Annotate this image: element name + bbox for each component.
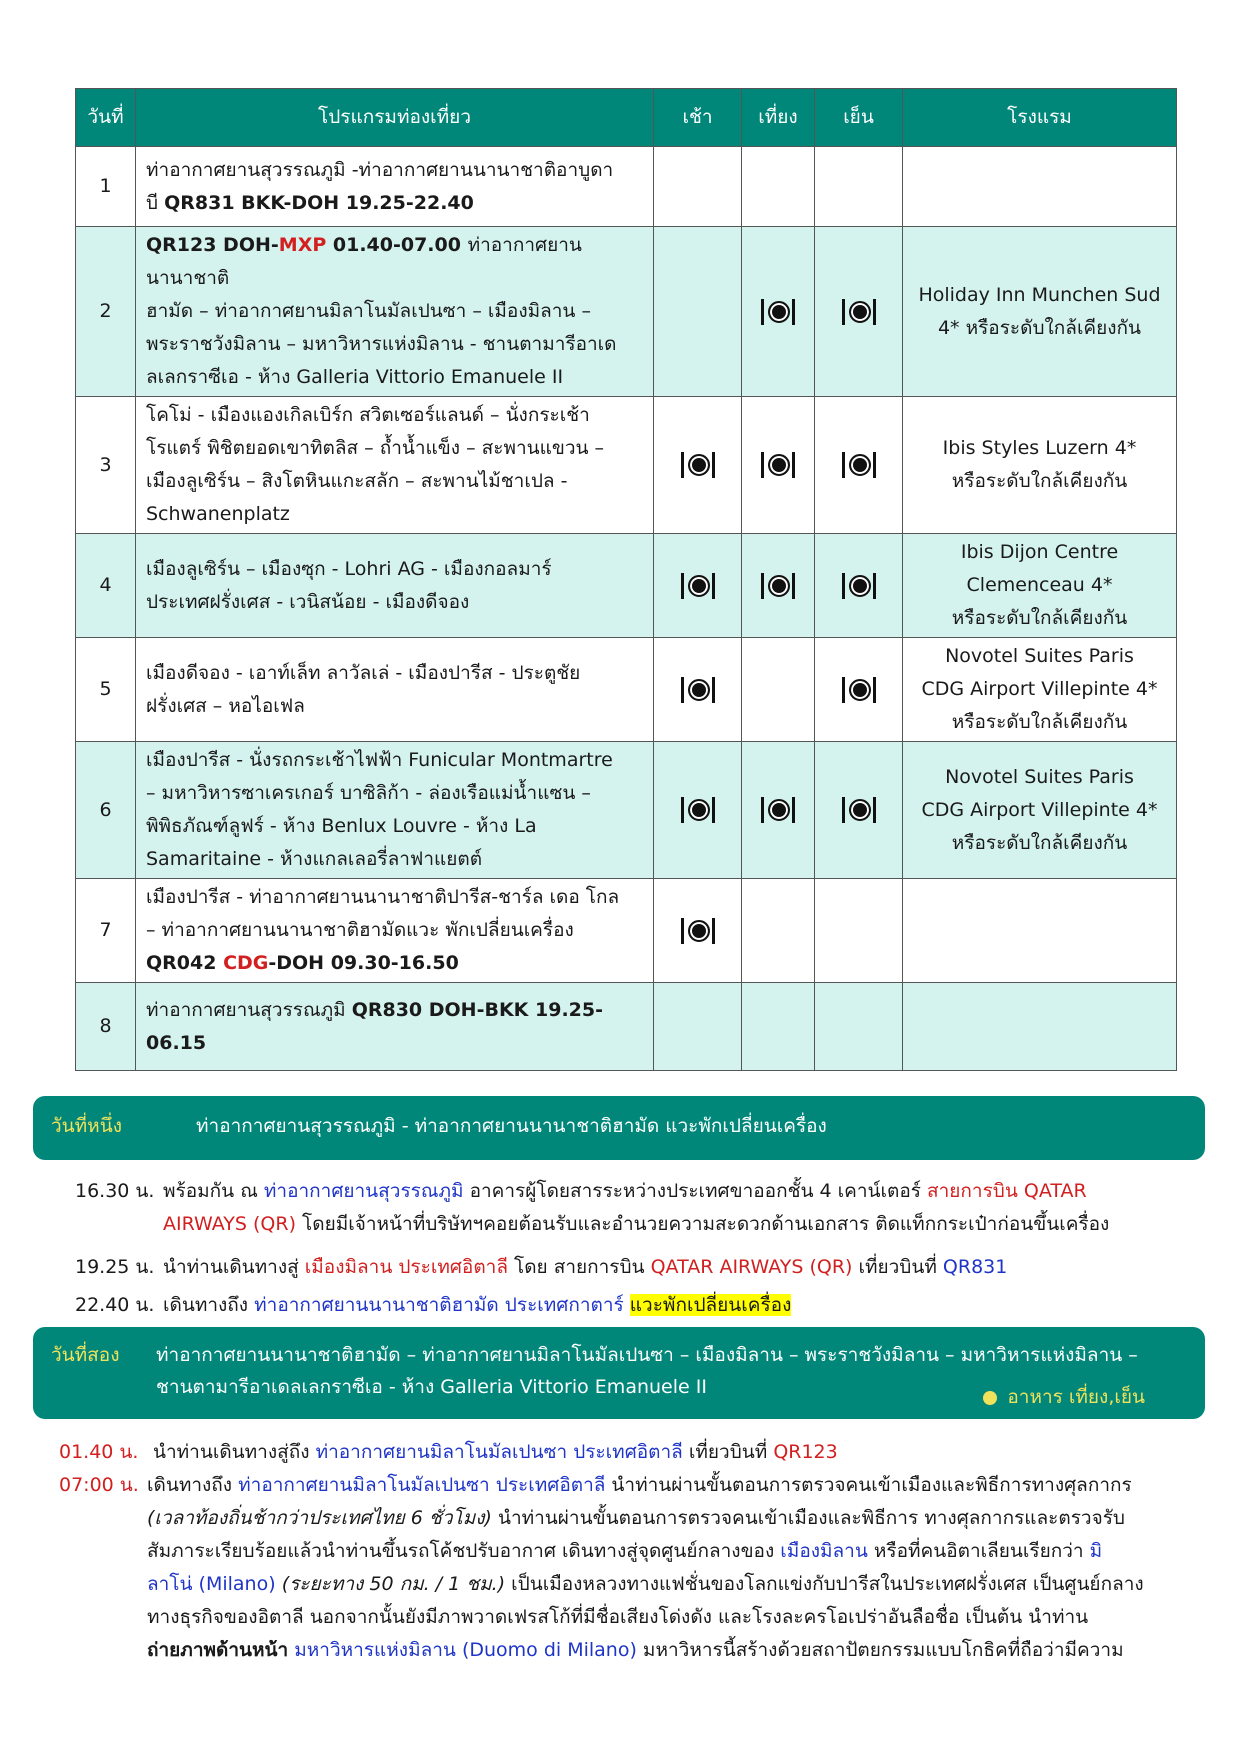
- program-line: [146, 1027, 643, 1060]
- program-line: [146, 361, 643, 394]
- day-number: 4: [76, 534, 136, 638]
- meal-breakfast: [654, 638, 742, 742]
- day2-title-line1: ท่าอากาศยานนานาชาติฮามัด – ท่าอากาศยานมิลาโนมัลเปนซา – เมืองมิลาน – พระราชวังมิลาน – มหาวิหารแห่งมิลาน –: [156, 1344, 1138, 1366]
- place-link: มิ: [1089, 1540, 1103, 1562]
- program-text: -DOH 09.30-16.50: [268, 952, 459, 974]
- program-text: โรแตร์ พิชิตยอดเขาทิตลิส – ถ้ำน้ำแข็ง – สะพานแขวน –: [146, 437, 605, 459]
- program-text: ประเทศฝรั่งเศส - เวนิสน้อย - เมืองดีจอง: [146, 590, 470, 613]
- hotel-cell: [903, 534, 1177, 638]
- meal-plate-icon: [758, 298, 798, 326]
- schedule-time: 19.25 น.: [75, 1256, 155, 1278]
- table-row: [76, 879, 1177, 983]
- meal-plate-icon: [758, 572, 798, 600]
- flight-info: QR830 DOH-BKK 19.25-: [351, 998, 603, 1021]
- header-dinner: เย็น: [815, 89, 903, 147]
- meal-dinner: [815, 638, 903, 742]
- program-line: [146, 690, 643, 723]
- meal-breakfast: [654, 879, 742, 983]
- program-cell: [136, 534, 654, 638]
- meal-plate-icon: [678, 676, 718, 704]
- hotel-line: Holiday Inn Munchen Sud: [918, 283, 1161, 306]
- header-day: วันที่: [76, 89, 136, 147]
- meal-plate-icon: [839, 298, 879, 326]
- program-text: เมืองปารีส - ท่าอากาศยานนานาชาติปารีส-ชาร์ล เดอ โกล: [146, 886, 620, 908]
- hotel-line: Ibis Dijon Centre: [960, 541, 1119, 563]
- program-text: – ท่าอากาศยานนานาชาติฮามัดแวะ พักเปลี่ยนเครื่อง: [146, 919, 574, 941]
- para-text: มหาวิหารนี้สร้างด้วยสถาปัตยกรรมแบบโกธิคที่ถือว่ามีความ: [636, 1639, 1124, 1661]
- program-text: QR123 DOH-: [146, 234, 279, 256]
- program-text: – มหาวิหารซาเครเกอร์ บาซิลิก้า - ล่องเรือแม่น้ำแซน –: [146, 782, 591, 804]
- program-text: 01.40-07.00: [326, 234, 468, 256]
- program-line: [146, 432, 643, 465]
- meal-plate-icon: [839, 572, 879, 600]
- meal-dinner: [815, 983, 903, 1071]
- place-link: ลาโน่ (Milano): [147, 1573, 276, 1595]
- meal-lunch: [742, 983, 815, 1071]
- meal-plate-icon: [678, 451, 718, 479]
- meal-dinner: [815, 147, 903, 227]
- program-text: QR042: [146, 952, 224, 974]
- program-text: เมืองลูเซิร์น – สิงโตหินแกะสลัก – สะพานไม้ชาเปล -: [146, 470, 568, 492]
- meal-dinner: [815, 534, 903, 638]
- program-line: [146, 586, 643, 619]
- program-text: ฮามัด – ท่าอากาศยานมิลาโนมัลเปนซา – เมืองมิลาน –: [146, 300, 591, 322]
- hotel-cell: [903, 742, 1177, 879]
- day2-schedule: [59, 1436, 1179, 1676]
- flight-info: QR831 BKK-DOH 19.25-22.40: [164, 191, 474, 214]
- program-cell: [136, 227, 654, 397]
- place-link: ท่าอากาศยานมิลาโนมัลเปนซา ประเทศอิตาลี: [315, 1441, 683, 1463]
- meal-lunch: [742, 534, 815, 638]
- schedule-text: นำท่านเดินทางสู่ถึง: [153, 1441, 316, 1463]
- day2-label: วันที่สอง: [51, 1344, 120, 1366]
- meal-plate-icon: [678, 917, 718, 945]
- hotel-cell: [903, 227, 1177, 397]
- program-cell: [136, 397, 654, 534]
- airport-code: CDG: [223, 952, 269, 974]
- hotel-cell: [903, 983, 1177, 1071]
- table-row: [76, 147, 1177, 227]
- program-line: [146, 843, 643, 876]
- day1-banner: [33, 1096, 1205, 1160]
- program-line: [146, 777, 643, 810]
- day2-title-line2: ชานตามารีอาเดลเลกราซีเอ - ห้าง Galleria Vittorio Emanuele II: [156, 1376, 707, 1398]
- program-line: [146, 295, 643, 328]
- program-cell: [136, 983, 654, 1071]
- program-text: พิพิธภัณฑ์ลูฟร์ - ห้าง Benlux Louvre - ห้าง La: [146, 815, 537, 837]
- place-link: เมืองมิลาน: [780, 1540, 868, 1562]
- table-header-row: [76, 89, 1177, 147]
- header-lunch: เที่ยง: [742, 89, 815, 147]
- day1-schedule: [75, 1175, 1175, 1316]
- para-text: สัมภาระเรียบร้อยแล้วนำท่านขึ้นรถโค้ชปรับอากาศ เดินทางสู่จุดศูนย์กลางของ: [147, 1540, 781, 1562]
- header-program: โปรแกรมท่องเที่ยว: [136, 89, 654, 147]
- hotel-line: หรือระดับใกล้เคียงกัน: [951, 470, 1128, 492]
- day-number: 5: [76, 638, 136, 742]
- program-text: เมืองปารีส - นั่งรถกระเช้าไฟฟ้า Funicular Montmartre: [146, 749, 613, 771]
- hotel-line: หรือระดับใกล้เคียงกัน: [951, 607, 1128, 629]
- program-line: [146, 657, 643, 690]
- para-text: นำท่านผ่านขั้นตอนการตรวจคนเข้าเมืองและพิธีการ ทางศุลกากรและตรวจรับ: [491, 1507, 1125, 1529]
- meal-dinner: [815, 879, 903, 983]
- place-link: ท่าอากาศยานนานาชาติฮามัด ประเทศกาตาร์: [254, 1294, 624, 1316]
- distance-note: (ระยะทาง 50 กม. / 1 ชม.): [281, 1573, 506, 1595]
- day-number: 3: [76, 397, 136, 534]
- table-row: [76, 227, 1177, 397]
- hotel-line: หรือระดับใกล้เคียงกัน: [951, 711, 1128, 733]
- schedule-text: เดินทางถึง: [163, 1294, 255, 1316]
- program-line: [146, 328, 643, 361]
- meal-plate-icon: [678, 572, 718, 600]
- program-text: 06.15: [146, 1031, 207, 1054]
- hotel-line: 4* หรือระดับใกล้เคียงกัน: [937, 316, 1142, 339]
- program-line: [146, 498, 643, 531]
- schedule-time: 16.30 น.: [75, 1180, 155, 1202]
- hotel-line: Ibis Styles Luzern 4*: [942, 437, 1137, 459]
- program-line: [146, 947, 643, 980]
- program-line: [146, 187, 643, 220]
- program-cell: [136, 147, 654, 227]
- schedule-text: อาคารผู้โดยสารระหว่างประเทศขาออกชั้น 4 เคาน์เตอร์: [463, 1180, 927, 1202]
- meal-lunch: [742, 397, 815, 534]
- meal-breakfast: [654, 983, 742, 1071]
- airport-code: MXP: [278, 234, 327, 256]
- hotel-cell: [903, 397, 1177, 534]
- table-row: [76, 983, 1177, 1071]
- place-link: มหาวิหารแห่งมิลาน (Duomo di Milano): [294, 1639, 637, 1661]
- meal-lunch: [742, 879, 815, 983]
- schedule-text: โดยมีเจ้าหน้าที่บริษัทฯคอยต้อนรับและอำนวยความสะดวกด้านเอกสาร ติดแท็กกระเป๋าก่อนขึ้นเครื่อง: [296, 1213, 1110, 1235]
- day-number: 8: [76, 983, 136, 1071]
- meal-plate-icon: [839, 451, 879, 479]
- program-cell: [136, 638, 654, 742]
- hotel-line: Novotel Suites Paris: [945, 645, 1134, 667]
- program-text: Samaritaine - ห้างแกลเลอรี่ลาฟาแยตต์: [146, 848, 483, 870]
- schedule-text: โดย สายการบิน: [507, 1256, 651, 1278]
- day-number: 7: [76, 879, 136, 983]
- program-text: เมืองดีจอง - เอาท์เล็ท ลาวัลเล่ - เมืองปารีส - ประตูชัย: [146, 661, 581, 684]
- program-line: [146, 229, 643, 295]
- meal-lunch: [742, 227, 815, 397]
- photo-stop: ถ่ายภาพด้านหน้า: [147, 1639, 289, 1661]
- program-cell: [136, 879, 654, 983]
- schedule-text: นำท่านเดินทางสู่: [163, 1256, 305, 1278]
- program-line: [146, 881, 643, 914]
- schedule-time: 07:00 น.: [59, 1474, 139, 1496]
- table-row: [76, 638, 1177, 742]
- place-link: ท่าอากาศยานมิลาโนมัลเปนซา ประเทศอิตาลี: [238, 1474, 606, 1496]
- table-row: [76, 534, 1177, 638]
- meal-plate-icon: [758, 796, 798, 824]
- program-text: Schwanenplatz: [146, 503, 290, 525]
- place-link: ท่าอากาศยานสุวรรณภูมิ: [263, 1180, 464, 1202]
- meal-plate-icon: [839, 796, 879, 824]
- time-note: (เวลาท้องถิ่นช้ากว่าประเทศไทย 6 ชั่วโมง): [147, 1507, 492, 1529]
- meal-lunch: [742, 742, 815, 879]
- flight-number: QR831: [942, 1256, 1008, 1278]
- day2-banner: [33, 1327, 1205, 1419]
- meal-dinner: [815, 227, 903, 397]
- flight-number: QR123: [773, 1441, 838, 1463]
- program-line: [146, 465, 643, 498]
- schedule-time: 01.40 น.: [59, 1441, 139, 1463]
- program-line: [146, 154, 643, 187]
- airline-name: สายการบิน QATAR: [927, 1180, 1087, 1202]
- meal-icon: [983, 1391, 997, 1405]
- header-hotel: โรงแรม: [903, 89, 1177, 147]
- program-text: บี: [146, 191, 165, 214]
- program-cell: [136, 742, 654, 879]
- table-row: [76, 397, 1177, 534]
- meal-breakfast: [654, 742, 742, 879]
- meal-dinner: [815, 397, 903, 534]
- program-line: [146, 914, 643, 947]
- hotel-cell: [903, 638, 1177, 742]
- meal-breakfast: [654, 534, 742, 638]
- meal-plate-icon: [678, 796, 718, 824]
- schedule-text: [624, 1294, 630, 1316]
- itinerary-table: [75, 88, 1177, 1071]
- meal-breakfast: [654, 147, 742, 227]
- meal-plate-icon: [839, 676, 879, 704]
- program-line: [146, 744, 643, 777]
- transit-highlight: แวะพักเปลี่ยนเครื่อง: [629, 1294, 792, 1316]
- meal-dinner: [815, 742, 903, 879]
- destination: เมืองมิลาน ประเทศอิตาลี: [304, 1256, 508, 1278]
- hotel-line: CDG Airport Villepinte 4*: [921, 798, 1158, 821]
- hotel-line: Novotel Suites Paris: [945, 765, 1134, 788]
- meals-text: อาหาร เที่ยง,เย็น: [1007, 1386, 1145, 1408]
- program-text: ท่าอากาศยานนานาชาติ: [146, 234, 582, 289]
- hotel-line: CDG Airport Villepinte 4*: [921, 678, 1158, 700]
- table-row: [76, 742, 1177, 879]
- program-text: พระราชวังมิลาน – มหาวิหารแห่งมิลาน - ชานตามารีอาเด: [146, 333, 617, 355]
- meal-plate-icon: [758, 451, 798, 479]
- day-number: 1: [76, 147, 136, 227]
- hotel-cell: [903, 879, 1177, 983]
- day1-title: ท่าอากาศยานสุวรรณภูมิ - ท่าอากาศยานนานาชาติฮามัด แวะพักเปลี่ยนเครื่อง: [196, 1115, 827, 1137]
- hotel-line: Clemenceau 4*: [966, 574, 1113, 596]
- meal-lunch: [742, 638, 815, 742]
- meal-breakfast: [654, 227, 742, 397]
- program-line: [146, 810, 643, 843]
- program-text: เมืองลูเซิร์น – เมืองซุก - Lohri AG - เมืองกอลมาร์: [146, 557, 552, 580]
- meal-lunch: [742, 147, 815, 227]
- program-text: โคโม่ - เมืองแองเกิลเบิร์ก สวิตเซอร์แลนด์ – นั่งกระเช้า: [146, 404, 590, 426]
- schedule-text: นำท่านผ่านขั้นตอนการตรวจคนเข้าเมืองและพิธีการทางศุลกากร: [605, 1474, 1132, 1496]
- day-number: 2: [76, 227, 136, 397]
- schedule-time: 22.40 น.: [75, 1294, 155, 1316]
- para-text: เป็นเมืองหลวงทางแฟชั่นของโลกแข่งกับปารีสในประเทศฝรั่งเศส เป็นศูนย์กลาง: [505, 1573, 1144, 1595]
- day-number: 6: [76, 742, 136, 879]
- day1-label: วันที่หนึ่ง: [51, 1115, 122, 1137]
- program-text: ท่าอากาศยานสุวรรณภูมิ -ท่าอากาศยานนานาชาติอาบูดา: [146, 158, 614, 181]
- header-breakfast: เช้า: [654, 89, 742, 147]
- program-line: [146, 399, 643, 432]
- airline-name: QATAR AIRWAYS (QR): [650, 1256, 853, 1278]
- hotel-cell: [903, 147, 1177, 227]
- program-line: [146, 994, 643, 1027]
- day2-meals: [983, 1381, 1145, 1413]
- program-text: ท่าอากาศยานสุวรรณภูมิ: [146, 998, 352, 1021]
- schedule-text: เดินทางถึง: [147, 1474, 239, 1496]
- para-text: หรือที่คนอิตาเลียนเรียกว่า: [867, 1540, 1090, 1562]
- hotel-line: หรือระดับใกล้เคียงกัน: [951, 831, 1128, 854]
- airline-name: AIRWAYS (QR): [163, 1213, 296, 1235]
- para-text: ทางธุรกิจของอิตาลี นอกจากนั้นยังมีภาพวาดเฟรสโก้ที่มีชื่อเสียงโด่งดัง และโรงละครโอเปร่าอันลือชื่อ เป็นต้น นำท่าน: [147, 1606, 1089, 1628]
- schedule-text: เที่ยวบินที่: [682, 1441, 774, 1463]
- schedule-text: เที่ยวบินที่: [852, 1256, 943, 1278]
- schedule-text: พร้อมกัน ณ: [163, 1180, 264, 1202]
- program-text: ฝรั่งเศส – หอไอเฟล: [146, 694, 305, 717]
- program-line: [146, 553, 643, 586]
- program-text: ลเลกราซีเอ - ห้าง Galleria Vittorio Emanuele II: [146, 366, 564, 388]
- meal-breakfast: [654, 397, 742, 534]
